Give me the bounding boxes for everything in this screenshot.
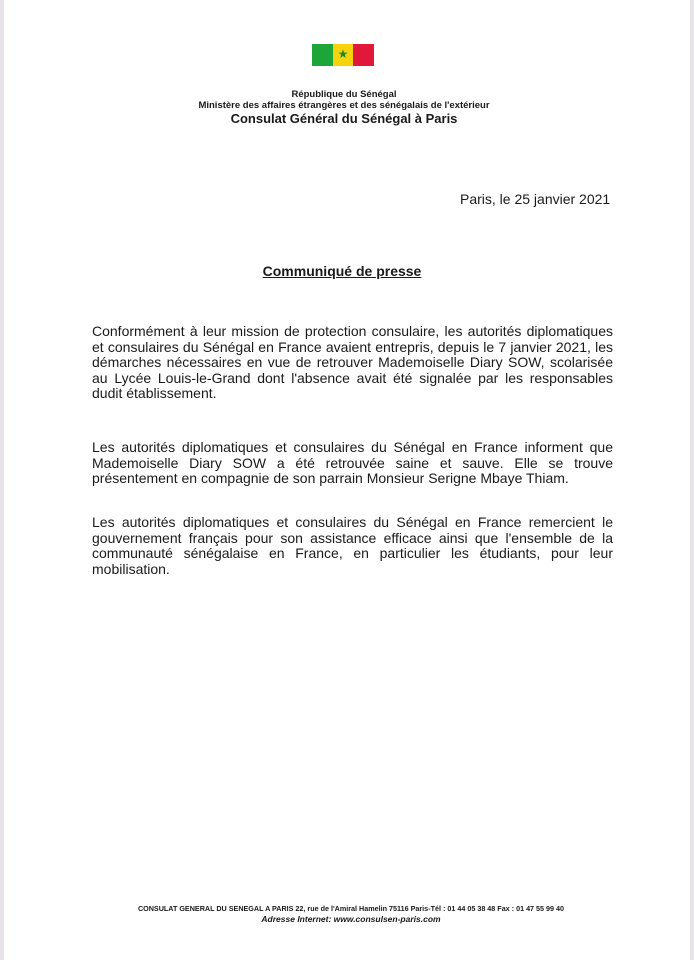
footer-website: Adresse Internet: www.consulsen-paris.com: [261, 914, 441, 924]
letterhead-consulate: Consulat Général du Sénégal à Paris: [230, 111, 458, 126]
paragraph-2: Les autorités diplomatiques et consulaires du Sénégal en France informent que Mademoiselle Diary SOW a été retrouvée saine et sauve. Elle se trouve présentement en compagnie de son parrain Monsieur Serigne Mbaye Thiam.: [92, 439, 613, 487]
letterhead: [4, 89, 684, 127]
paragraph-3: Les autorités diplomatiques et consulaires du Sénégal en France remercient le gouvernement français pour son assistance efficace ainsi que l'ensemble de la communauté sénégalaise en France, en particulier les étudiants, pour leur mobilisation.: [92, 514, 613, 577]
senegal-flag-icon: [312, 44, 374, 66]
document-title: Communiqué de presse: [262, 263, 422, 279]
document-page: [4, 0, 690, 960]
document-date: Paris, le 25 janvier 2021: [460, 191, 611, 207]
paragraph-1: Conformément à leur mission de protection consulaire, les autorités diplomatiques et consulaires du Sénégal en France avaient entrepris, depuis le 7 janvier 2021, les démarches nécessaires en vue de retrouver Mademoiselle Diary SOW, scolarisée au Lycée Louis-le-Grand dont l'absence avait été signalée par les responsables dudit établissement.: [92, 323, 613, 402]
footer-address: CONSULAT GENERAL DU SENEGAL A PARIS 22, rue de l'Amiral Hamelin 75116 Paris-Tél : 01 44 05 38 48 Fax : 01 47 55 99 40: [137, 904, 565, 913]
flag-band-red: [353, 44, 374, 66]
flag-band-yellow: [333, 44, 354, 66]
letterhead-ministry: Ministère des affaires étrangères et des sénégalais de l'extérieur: [198, 100, 490, 111]
document-footer: [4, 904, 694, 925]
letterhead-republic: République du Sénégal: [291, 89, 397, 100]
flag-band-green: [312, 44, 333, 66]
star-icon: ★: [337, 47, 349, 61]
